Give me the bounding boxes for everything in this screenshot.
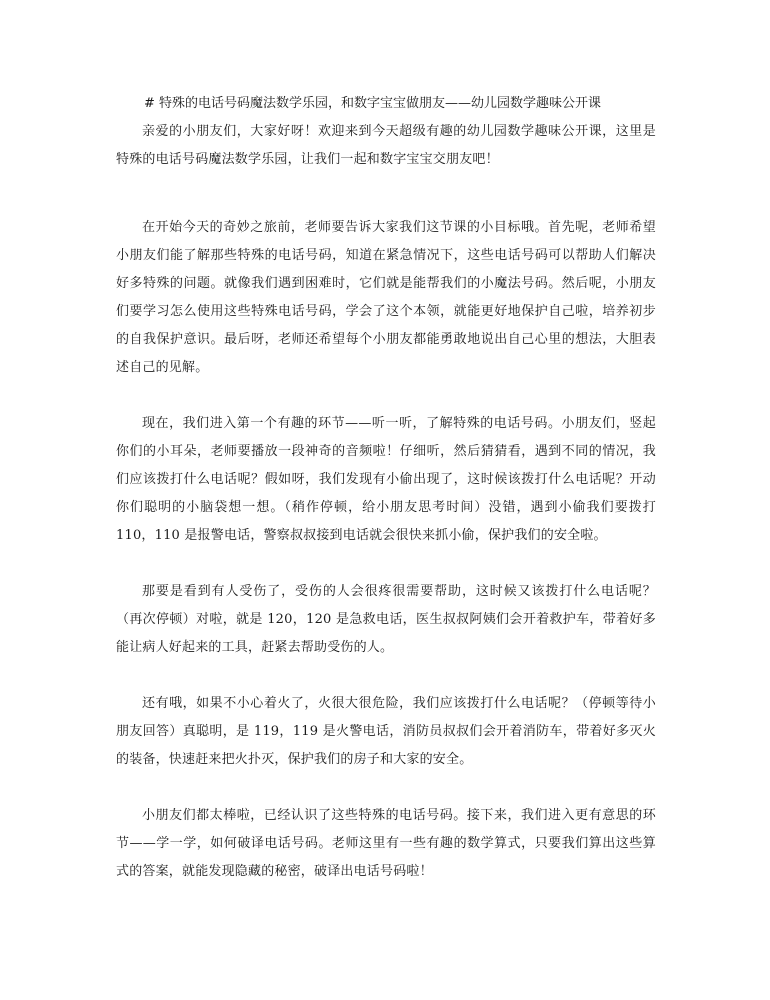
paragraph-ambulance-number: 那要是看到有人受伤了，受伤的人会很疼很需要帮助，这时候又该拨打什么电话呢？（再次停顿）对啦，就是 120，120 是急救电话，医生叔叔阿姨们会开着救护车，带着好多能让病人好起来的工具，赶紧去帮助受伤的人。 xyxy=(116,584,656,655)
document-heading: # 特殊的电话号码魔法数学乐园，和数字宝宝做朋友——幼儿园数学趣味公开课 xyxy=(144,96,602,111)
paragraph-decode-numbers: 小朋友们都太棒啦，已经认识了这些特殊的电话号码。接下来，我们进入更有意思的环节——学一学，如何破译电话号码。老师这里有一些有趣的数学算式，只要我们算出这些算式的答案，就能发现隐藏的秘密，破译出电话号码啦！ xyxy=(116,808,656,879)
paragraph-greeting: 亲爱的小朋友们，大家好呀！欢迎来到今天超级有趣的幼儿园数学趣味公开课，这里是特殊的电话号码魔法数学乐园，让我们一起和数字宝宝交朋友吧！ xyxy=(116,124,656,167)
document-page xyxy=(116,90,656,914)
paragraph-goals: 在开始今天的奇妙之旅前，老师要告诉大家我们这节课的小目标哦。首先呢，老师希望小朋友们能了解那些特殊的电话号码，知道在紧急情况下，这些电话号码可以帮助人们解决好多特殊的问题。就像我们遇到困难时，它们就是能帮我们的小魔法号码。然后呢，小朋友们要学习怎么使用这些特殊电话号码，学会了这个本领，就能更好地保护自己啦，培养初步的自我保护意识。最后呀，老师还希望每个小朋友都能勇敢地说出自己心里的想法，大胆表述自己的见解。 xyxy=(116,220,656,375)
paragraph-fire-number: 还有哦，如果不小心着火了，火很大很危险，我们应该拨打什么电话呢？（停顿等待小朋友回答）真聪明，是 119，119 是火警电话，消防员叔叔们会开着消防车，带着好多灭火的装备，快速赶来把火扑灭，保护我们的房子和大家的安全。 xyxy=(116,696,656,767)
paragraph-police-number: 现在，我们进入第一个有趣的环节——听一听，了解特殊的电话号码。小朋友们，竖起你们的小耳朵，老师要播放一段神奇的音频啦！仔细听，然后猜猜看，遇到不同的情况，我们应该拨打什么电话呢？假如呀，我们发现有小偷出现了，这时候该拨打什么电话呢？开动你们聪明的小脑袋想一想。（稍作停顿，给小朋友思考时间）没错，遇到小偷我们要拨打 110，110 是报警电话，警察叔叔接到电话就会很快来抓小偷，保护我们的安全啦。 xyxy=(116,416,656,543)
